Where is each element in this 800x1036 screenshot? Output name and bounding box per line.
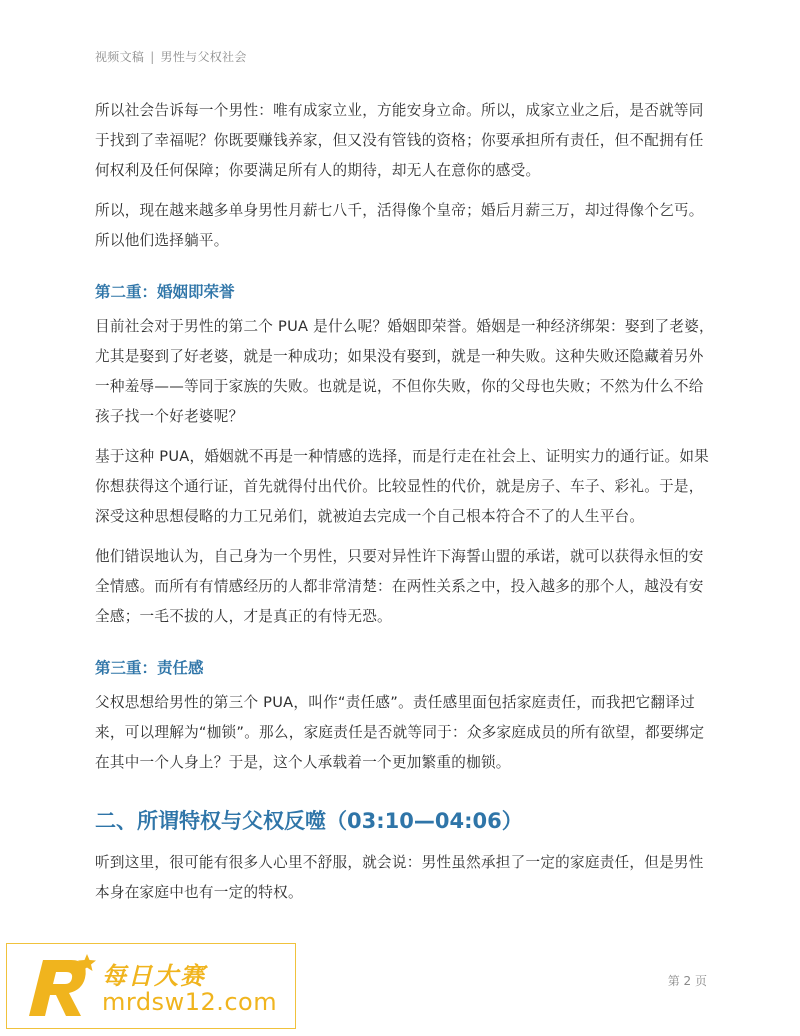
watermark-banner [6, 943, 296, 1029]
r-star-logo-icon [19, 950, 99, 1022]
paragraph: 目前社会对于男性的第二个 PUA 是什么呢？婚姻即荣誉。婚姻是一种经济绑架：娶到了老婆，尤其是娶到了好老婆，就是一种成功；如果没有娶到，就是一种失败。这种失败还隐藏着另外一种羞辱——等同于家族的失败。也就是说，不但你失败，你的父母也失败；不然为什么不给孩子找一个好老婆呢？ [95, 318, 714, 425]
header-doc-type: 视频文稿 [95, 50, 145, 64]
document-body [95, 96, 715, 918]
paragraph: 父权思想给男性的第三个 PUA，叫作“责任感”。责任感里面包括家庭责任，而我把它翻译过来，可以理解为“枷锁”。那么，家庭责任是否就等同于：众多家庭成员的所有欲望，都要绑定在其中一个人身上？于是，这个人承载着一个更加繁重的枷锁。 [95, 694, 705, 771]
watermark-brand: 每日大赛 [102, 962, 206, 990]
header-topic: 男性与父权社会 [160, 50, 247, 64]
paragraph: 他们错误地认为，自己身为一个男性，只要对异性许下海誓山盟的承诺，就可以获得永恒的安全情感。而所有有情感经历的人都非常清楚：在两性关系之中，投入越多的那个人，越没有安全感；一毛不拔的人，才是真正的有恃无恐。 [95, 548, 704, 625]
paragraph: 所以，现在越来越多单身男性月薪七八千，活得像个皇帝；婚后月薪三万，却过得像个乞丐。所以他们选择躺平。 [95, 202, 704, 249]
page-header [95, 48, 247, 65]
subheading-responsibility: 第三重：责任感 [95, 659, 204, 677]
page-number: 第 2 页 [667, 974, 707, 988]
paragraph: 听到这里，很可能有很多人心里不舒服，就会说：男性虽然承担了一定的家庭责任，但是男性本身在家庭中也有一定的特权。 [95, 854, 704, 901]
paragraph: 所以社会告诉每一个男性：唯有成家立业，方能安身立命。所以，成家立业之后，是否就等同于找到了幸福呢？你既要赚钱养家，但又没有管钱的资格；你要承担所有责任，但不配拥有任何权利及任何保障；你要满足所有人的期待，却无人在意你的感受。 [95, 102, 704, 179]
watermark-url: mrdsw12.com [102, 988, 278, 1016]
paragraph: 基于这种 PUA，婚姻就不再是一种情感的选择，而是行走在社会上、证明实力的通行证。如果你想获得这个通行证，首先就得付出代价。比较显性的代价，就是房子、车子、彩礼。于是，深受这种思想侵略的力工兄弟们，就被迫去完成一个自己根本符合不了的人生平台。 [95, 448, 710, 525]
section-heading: 二、所谓特权与父权反噬（03:10—04:06） [95, 809, 523, 833]
header-separator: | [150, 50, 155, 64]
subheading-marriage: 第二重：婚姻即荣誉 [95, 283, 235, 301]
